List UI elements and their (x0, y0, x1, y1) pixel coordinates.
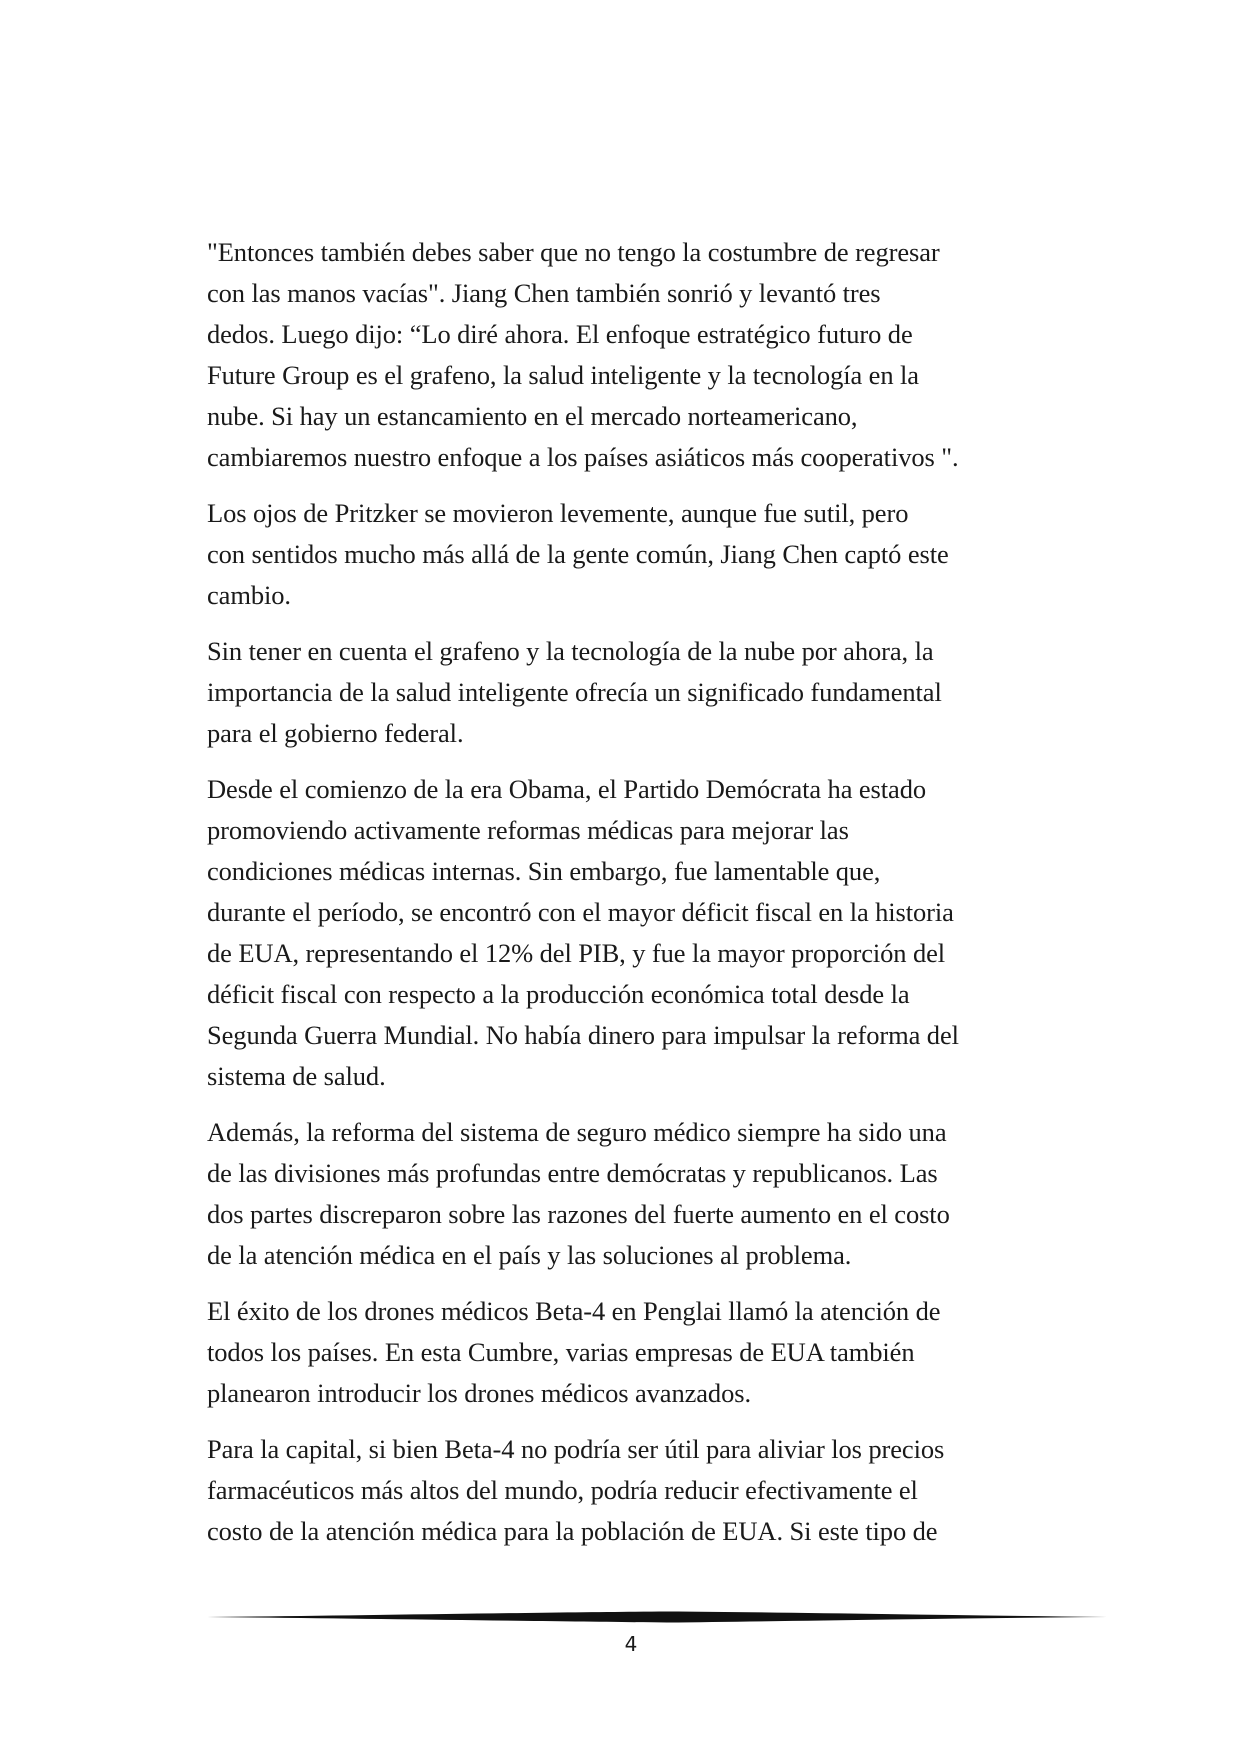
paragraph: Desde el comienzo de la era Obama, el Partido Demócrata ha estado promoviendo activamente reformas médicas para mejorar las condiciones médicas internas. Sin embargo, fue lamentable que, durante el período, se encontró con el mayor déficit fiscal en la historia de EUA, representando el 12% del PIB, y fue la mayor proporción del déficit fiscal con respecto a la producción económica total desde la Segunda Guerra Mundial. No había dinero para impulsar la reforma del sistema de salud. (207, 774, 959, 1091)
paragraph: "Entonces también debes saber que no tengo la costumbre de regresar con las manos vacías". Jiang Chen también sonrió y levantó tres dedos. Luego dijo: “Lo diré ahora. El enfoque estratégico futuro de Future Group es el grafeno, la salud inteligente y la tecnología en la nube. Si hay un estancamiento en el mercado norteamericano, cambiaremos nuestro enfoque a los países asiáticos más cooperativos ". (207, 237, 959, 472)
footer-divider (207, 1610, 1107, 1624)
paragraph: El éxito de los drones médicos Beta-4 en Penglai llamó la atención de todos los países. En esta Cumbre, varias empresas de EUA también planearon introducir los drones médicos avanzados. (207, 1296, 941, 1408)
paragraph: Para la capital, si bien Beta-4 no podría ser útil para aliviar los precios farmacéuticos más altos del mundo, podría reducir efectivamente el costo de la atención médica para la población de EUA. Si este tipo de (207, 1434, 945, 1546)
page-number: 4 (624, 1632, 638, 1656)
paragraph: Además, la reforma del sistema de seguro médico siempre ha sido una de las divisiones más profundas entre demócratas y republicanos. Las dos partes discreparon sobre las razones del fuerte aumento en el costo de la atención médica en el país y las soluciones al problema. (207, 1117, 950, 1270)
paragraph: Los ojos de Pritzker se movieron levemente, aunque fue sutil, pero con sentidos mucho más allá de la gente común, Jiang Chen captó este cambio. (207, 498, 949, 610)
paragraph: Sin tener en cuenta el grafeno y la tecnología de la nube por ahora, la importancia de la salud inteligente ofrecía un significado fundamental para el gobierno federal. (207, 636, 942, 748)
body-text (207, 232, 1075, 1567)
